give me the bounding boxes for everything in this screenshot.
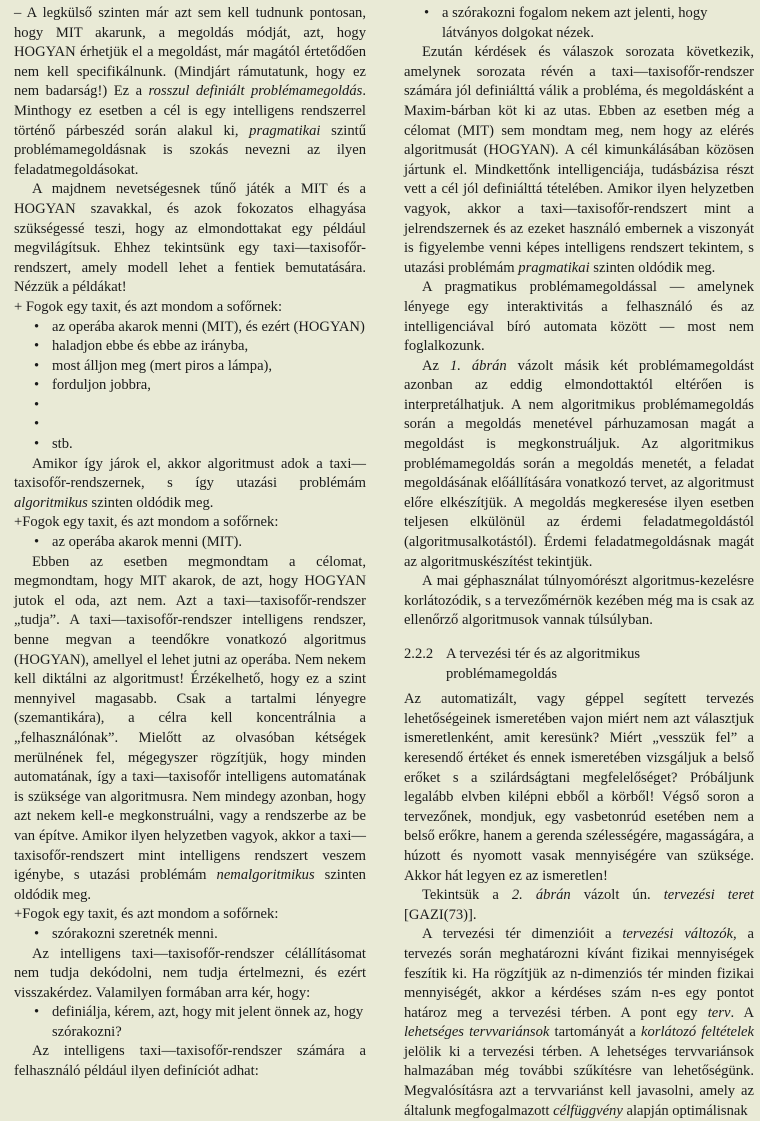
section-heading <box>404 645 754 684</box>
bullet-list-3 <box>14 925 366 945</box>
list-item: • az operába akarok menni (MIT). <box>14 533 366 553</box>
paragraph-figure-1: Az 1. ábrán vázolt másik két problémamegoldást azonban az eddig elmondottaktól eltérően is interpretálhatjuk. A nem algoritmikus problémamegoldás során a megoldás menetével párhuzamosan magát a megoldást is megkonstruáljuk. Az algoritmikus problémamegoldás során a megoldás menetét, a feladat megoldásának előállítására vonatkozó tervet, az algoritmust előre elkészítjük. A megoldás megkeresése ilyen esetben teljesen elkülönül az érdemi feladatmegoldástól (algoritmusalkotástól). Érdemi feladatmegoldásnak magát az algoritmuskészítést tekintjük. <box>404 357 754 570</box>
bullet-icon: • <box>34 377 40 394</box>
paragraph-pragmatic-note: A pragmatikus problémamegoldással — amelynek lényege egy interaktivitás a felhasználó és az intelligenciával bíró automata között — most nem foglalkozunk. <box>404 279 754 355</box>
right-column <box>404 4 754 1121</box>
bullet-icon: • <box>34 534 40 551</box>
section-title: A tervezési tér és az algoritmikus problémamegoldás <box>446 646 641 682</box>
list-item: • a szórakozni fogalom nekem azt jelenti, hogy látványos dolgokat nézek. <box>424 5 708 41</box>
list-item: • stb. <box>14 435 366 455</box>
left-column <box>14 4 366 1082</box>
paragraph-levels: – A legkülső szinten már azt sem kell tudnunk pontosan, hogy MIT akarunk, a megoldás módját, azt, hogy HOGYAN érhetjük el a megoldást, már magától értetődően nem kell specifikálnunk. (Mindjárt rámutatunk, hogy ez nem badarság!) Ez a rosszul definiált problémamegoldás. Minthogy ez esetben a cél is egy intelligens rendszerrel történő párbeszéd során alakul ki, pragmatikai szintű problémamegoldásnak is szokás nevezni az ilyen feladatmegoldásokat. <box>14 5 366 178</box>
paragraph-pragmatic-dialogue: Ezután kérdések és válaszok sorozata következik, amelynek sorozata révén a taxi—taxisofőr-rendszer számára jól definiálttá válik a probléma, és megoldásként a Maxim-bárban köt ki az utas. Ebben az esetben még a célomat (MIT) sem mondtam meg, nem hogy az elérés algoritmusát (HOGYAN). A cél kimunkálásában közösen jártunk el. Mindkettőnk intelligenciája, tudásbázisa részt vett a cél jól definiálttá tételében. Amikor ilyen helyzetben vagyok, akkor a taxi—taxisofőr-rendszert mint a jelrendszernek és az ezeket használó embernek a viszonyát is figyelembe venni képes intelligens rendszert tekintem, s utazási problémám pragmatikai szinten oldódik meg. <box>404 44 754 276</box>
bullet-icon: • <box>34 416 40 433</box>
paragraph-nonalgorithmic: Ebben az esetben megmondtam a célomat, megmondtam, hogy MIT akarok, de azt, hogy HOGYAN jutok el oda, azt nem. Azt a taxi—taxisofőr-rendszer „tudja”. A taxi—taxisofőr-rendszer intelligens rendszer, benne megvan a teendőkre vonatkozó algoritmus (HOGYAN), amellyel el lehet jutni az operába. Nem nekem kell diktálni az algoritmust! Érzékelhető, hogy ez a szint mennyivel magasabb. Csak a tartalmi lényegre (szemantikára), a célra kell koncentrálnia a „felhasználónak”. Mielőtt az olvasóban kétségek merülnének fel, mégegyszer rögzítjük, hogy minden automatának, így a taxi—taxisofőr intelligens automatának is szüksége van algoritmusra. Nem mindegy azonban, hogy azt nekem kell-e megkonstruálni, vagy a rendszerbe az be van építve. Amikor ilyen helyzetben vagyok, akkor a taxi—taxisofőr-rendszert mint intelligens rendszert veszem igénybe, s utazási problémám nemalgoritmikus szinten oldódik meg. <box>14 553 366 903</box>
paragraph-taxi-2: +Fogok egy taxit, és azt mondom a sofőrnek: <box>14 514 279 531</box>
bullet-icon: • <box>34 1004 40 1021</box>
bullet-icon: • <box>34 925 40 942</box>
list-item: • definiálja, kérem, azt, hogy mit jelent önnek az, hogy szórakozni? <box>34 1004 364 1040</box>
bullet-list-2 <box>14 533 366 553</box>
paragraph-machine-use: A mai géphasználat túlnyomórészt algoritmus-kezelésre korlátozódik, s a tervezőmérnök kezében még ma is csak az ellenőrző algoritmusok vannak túlsúlyban. <box>404 573 754 629</box>
bullet-icon: • <box>34 396 40 413</box>
paragraph-decode: Az intelligens taxi—taxisofőr-rendszer célállításomat nem tudja dekódolni, nem tudja értelmezni, és ezért visszakérdez. Valamilyen formában arra kér, hogy: <box>14 945 366 1001</box>
list-item: • az operába akarok menni (MIT), és ezért (HOGYAN) <box>14 318 366 338</box>
bullet-list-1 <box>14 318 366 455</box>
paragraph-definition: Az intelligens taxi—taxisofőr-rendszer számára a felhasználó például ilyen definíciót adhat: <box>14 1043 366 1080</box>
paragraph-automated-design: Az automatizált, vagy géppel segített tervezés lehetőségeinek ismeretében vajon miért nem azt választjuk ismeretlenként, amit keresünk? Miért „vesszük fel” a keresendő értéket és ennek ismeretében vizsgáljuk a belső erőket s a szilárdságtani megfelelőséget? Próbáljunk legalább elvben kilépni ebből a körből! Végső soron a tervezőnek, mondjuk, egy vasbetonrúd esetében nem a belső erőkre, hanem a gerenda szélességére, magasságára, a húzott és nyomott vasak mennyiségére van szüksége. Akkor hát legyen ez az ismeretlen! <box>404 691 754 884</box>
bullet-list-4 <box>14 1003 366 1042</box>
bullet-icon: • <box>424 5 430 21</box>
paragraph-example-intro: A majdnem nevetségesnek tűnő játék a MIT és a HOGYAN szavakkal, és azok fokozatos elhagyása szükségessé teszi, hogy az elmondottakat egy például megvilágítsuk. Ehhez tekintsünk egy taxi—taxisofőr-rendszert, amely modell lehet a fentiek bemutatására. Nézzük a példákat! <box>14 181 366 296</box>
list-item: • haladjon ebbe és ebbe az irányba, <box>14 337 366 357</box>
paragraph-figure-2: Tekintsük a 2. ábrán vázolt ún. tervezési teret [GAZI(73)]. <box>404 887 754 923</box>
section-number: 2.2.2 <box>404 646 434 662</box>
list-item: • most álljon meg (mert piros a lámpa), <box>14 357 366 377</box>
bullet-icon: • <box>34 318 40 335</box>
bullet-icon: • <box>34 338 40 355</box>
bullet-icon: • <box>34 357 40 374</box>
paragraph-algorithmic: Amikor így járok el, akkor algoritmust adok a taxi—taxisofőr-rendszernek, s így utazási problémám algoritmikus szinten oldódik meg. <box>14 455 366 511</box>
bullet-list-5 <box>404 4 754 43</box>
list-item <box>14 396 366 416</box>
paragraph-taxi-1: + Fogok egy taxit, és azt mondom a sofőrnek: <box>14 298 283 315</box>
list-item: • szórakozni szeretnék menni. <box>14 925 366 945</box>
paragraph-taxi-3: +Fogok egy taxit, és azt mondom a sofőrnek: <box>14 906 279 923</box>
paragraph-design-space: A tervezési tér dimenzióit a tervezési változók, a tervezés során meghatározni kívánt fizikai mennyiségek feszítik ki. Ha rögzítjük az n-dimenziós tér minden fizikai mennyiségét, akkor a kérdéses szám n-es egy pontot határoz meg a tervezési térben. A pont egy terv. A lehetséges tervvariánsok tartományát a korlátozó feltételek jelölik ki a tervezési térben. A lehetséges tervvariánsok halmazában még további szűkítésre van lehetőségünk. Megvalósításra azt a tervvariánst kell javasolni, amely az általunk megfogalmazott célfüggvény alapján optimálisnak <box>404 926 754 1119</box>
list-item <box>14 415 366 435</box>
bullet-icon: • <box>34 436 40 453</box>
list-item: • forduljon jobbra, <box>14 376 366 396</box>
